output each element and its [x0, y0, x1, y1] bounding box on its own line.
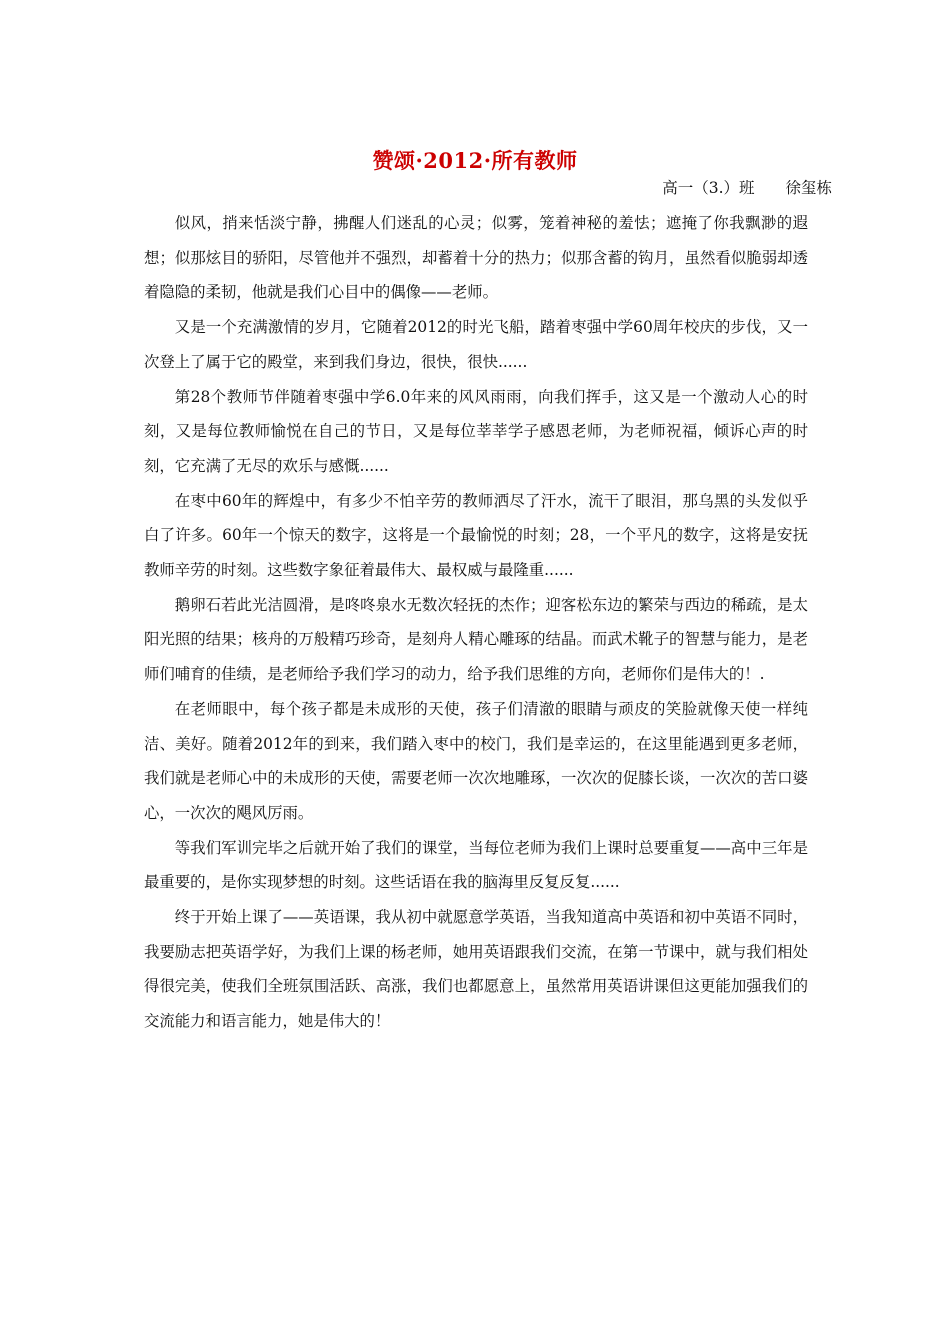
- paragraph: 鹅卵石若此光洁圆滑，是咚咚泉水无数次轻抚的杰作；迎客松东边的繁荣与西边的稀疏，是太阳光照的结果；核舟的万般精巧珍奇，是刻舟人精心雕琢的结晶。而武术靴子的智慧与能力，是老师们哺育的佳绩，是老师给予我们学习的动力，给予我们思维的方向，老师你们是伟大的！.: [144, 595, 808, 684]
- paragraph: 终于开始上课了——英语课，我从初中就愿意学英语，当我知道高中英语和初中英语不同时，我要励志把英语学好，为我们上课的杨老师，她用英语跟我们交流，在第一节课中，就与我们相处得很完美，使我们全班氛围活跃、高涨，我们也都愿意上，虽然常用英语讲课但这更能加强我们的交流能力和语言能力，她是伟大的！: [144, 908, 808, 1031]
- paragraph: 等我们军训完毕之后就开始了我们的课堂，当每位老师为我们上课时总要重复——高中三年是最重要的，是你实现梦想的时刻。这些话语在我的脑海里反复反复......: [144, 838, 808, 892]
- paragraph: 第28个教师节伴随着枣强中学6.0年来的风风雨雨，向我们挥手，这又是一个激动人心的时刻，又是每位教师愉悦在自己的节日，又是每位莘莘学子感恩老师，为老师祝福，倾诉心声的时刻，它充满了无尽的欢乐与感慨......: [144, 387, 808, 475]
- document-body: [144, 206, 808, 1039]
- document-title: 赞颂·2012·所有教师: [372, 148, 578, 173]
- author-byline: 高一（3.）班 徐玺栋: [662, 179, 832, 197]
- paragraph: 在枣中60年的辉煌中，有多少不怕辛劳的教师洒尽了汗水，流干了眼泪，那乌黑的头发似乎白了许多。60年一个惊天的数字，这将是一个最愉悦的时刻；28，一个平凡的数字，这将是安抚教师辛劳的时刻。这些数字象征着最伟大、最权威与最隆重......: [144, 491, 808, 580]
- paragraph: 似风，捎来恬淡宁静，拂醒人们迷乱的心灵；似雾，笼着神秘的羞怯；遮掩了你我飘渺的遐想；似那炫目的骄阳，尽管他并不强烈，却蓄着十分的热力；似那含蓄的钩月，虽然看似脆弱却透着隐隐的柔韧，他就是我们心目中的偶像——老师。: [144, 214, 808, 302]
- paragraph: 又是一个充满激情的岁月，它随着2012的时光飞船，踏着枣强中学60周年校庆的步伐，又一次登上了属于它的殿堂，来到我们身边，很快，很快......: [144, 318, 808, 371]
- paragraph: 在老师眼中，每个孩子都是未成形的天使，孩子们清澈的眼睛与顽皮的笑脸就像天使一样纯洁、美好。随着2012年的到来，我们踏入枣中的校门，我们是幸运的，在这里能遇到更多老师，我们就是老师心中的未成形的天使，需要老师一次次地雕琢，一次次的促膝长谈，一次次的苦口婆心，一次次的飓风厉雨。: [144, 699, 808, 822]
